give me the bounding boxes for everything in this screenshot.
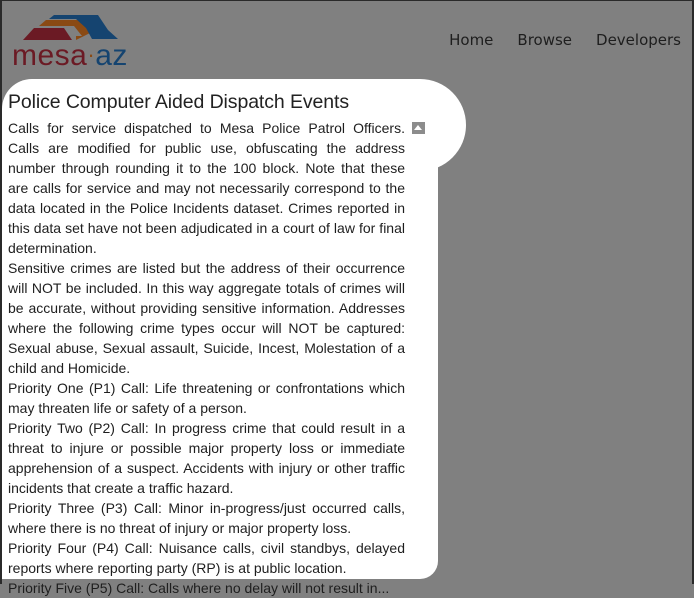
collapse-description-button[interactable] [412,122,425,134]
logo-text-mesa: mesa [12,39,88,72]
dataset-description [8,118,405,578]
description-paragraph-p1: Priority One (P1) Call: Life threatening or confrontations which may threaten life or safety of a person. [8,380,405,416]
description-paragraph-intro: Calls for service dispatched to Mesa Police Patrol Officers. Calls are modified for public use, obfuscating the address number through rounding it to the 100 block. Note that these are calls for service and may not necessarily correspond to the data located in the Police Incidents dataset. Crimes reported in this data set have not been adjudicated in a court of law for final determination. [8,120,405,256]
description-paragraph-sensitive: Sensitive crimes are listed but the address of their occurrence will NOT be included. In this way aggregate totals of crimes will be accurate, without providing sensitive information. Addresses where the following crime types occur will NOT be captured: Sexual abuse, Sexual assault, Suicide, Incest, Molestation of a child and Homicide. [8,260,405,376]
description-panel [2,79,438,579]
top-nav [425,30,681,50]
logo-mark-icon [12,14,130,42]
nav-home-link[interactable]: Home [449,31,494,49]
description-paragraph-p3: Priority Three (P3) Call: Minor in-progress/just occurred calls, where there is no threat of injury or major property loss. [8,500,405,536]
description-overflow-text: Priority Five (P5) Call: Calls where no delay will not result in... [8,580,390,596]
nav-developers-link[interactable]: Developers [596,31,681,49]
logo-text-az: az [95,39,128,72]
logo-wordmark [12,40,128,71]
logo-text-dot: · [87,42,96,67]
dataset-title: Police Computer Aided Dispatch Events [8,91,349,113]
description-paragraph-p4: Priority Four (P4) Call: Nuisance calls, civil standbys, delayed reports where reporting party (RP) is at public location. [8,540,405,576]
nav-browse-link[interactable]: Browse [517,31,573,49]
description-paragraph-p2: Priority Two (P2) Call: In progress crime that could result in a threat to injure or possible major property loss or immediate apprehension of a suspect. Accidents with injury or other traffic incidents that create a traffic hazard. [8,420,405,496]
mesa-az-logo[interactable] [12,14,130,72]
